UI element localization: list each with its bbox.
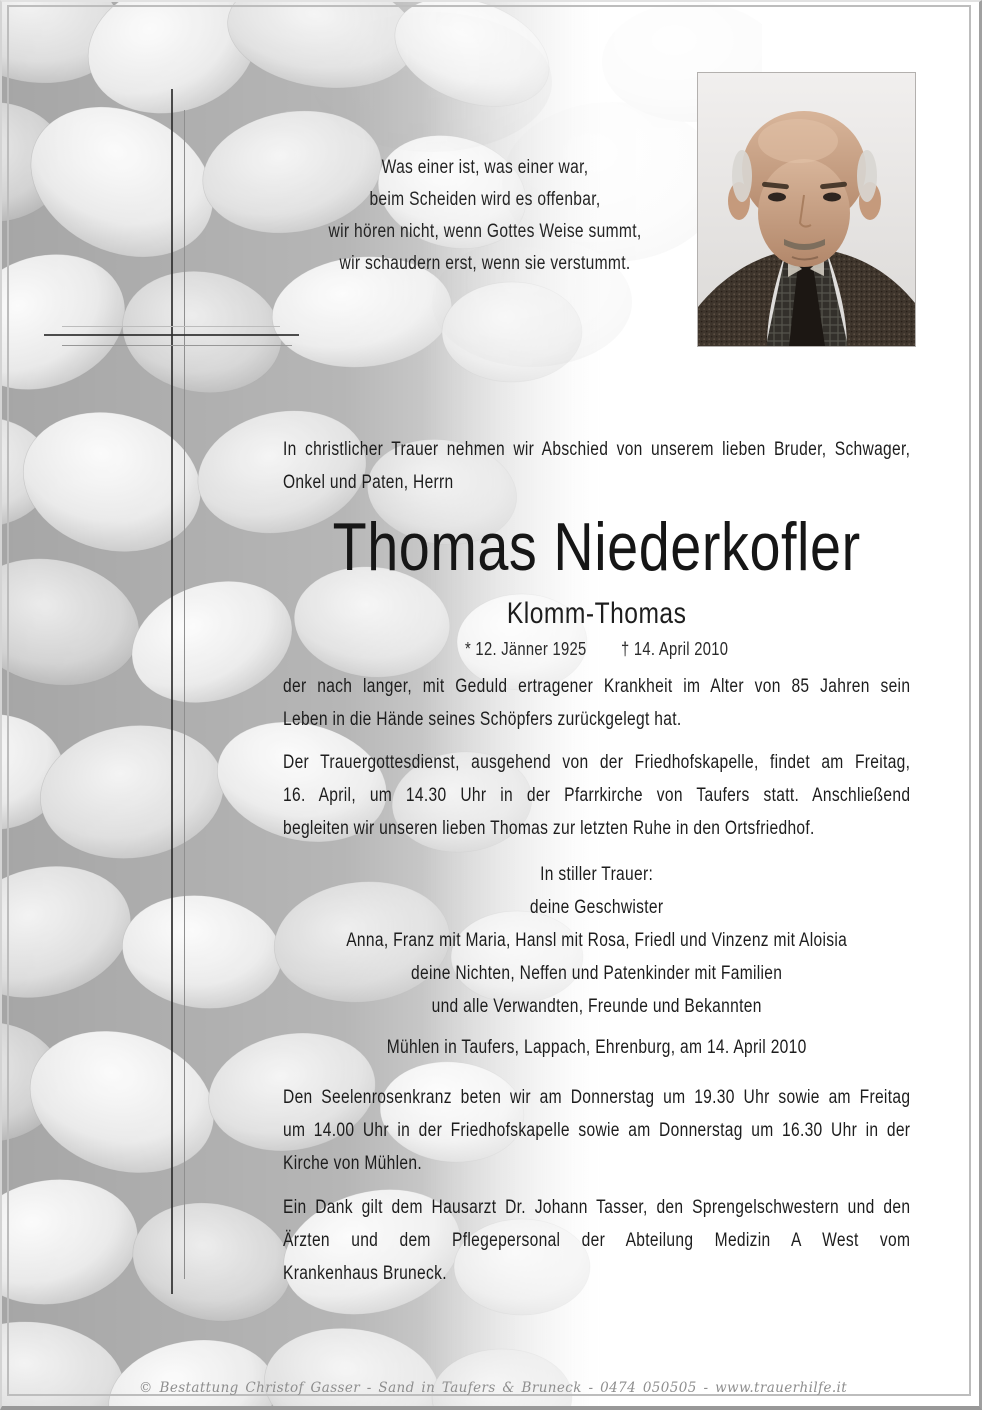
thanks-paragraph (283, 1191, 910, 1290)
paragraph-line: Ärzten und dem Pflegepersonal der Abteilung Medizin A West vom (283, 1230, 911, 1251)
deceased-name: Thomas Niederkofler (332, 509, 861, 585)
rosary-paragraph (283, 1081, 910, 1180)
death-date: † 14. April 2010 (620, 639, 729, 659)
cross-vertical-line (171, 89, 173, 1294)
mourners-heading: In stiller Trauer: (540, 864, 654, 885)
paragraph-line: der nach langer, mit Geduld ertragener Krankheit im Alter von 85 Jahren sein (283, 676, 911, 697)
mourners-line: deine Geschwister (529, 897, 664, 918)
paragraph-line: Krankenhaus Bruneck. (283, 1263, 447, 1284)
life-dates (283, 637, 910, 661)
paragraph-line: begleiten wir unseren lieben Thomas zur letzten Ruhe in den Ortsfriedhof. (283, 818, 815, 839)
intro-paragraph (283, 433, 910, 499)
paragraph-line: Onkel und Paten, Herrn (283, 472, 454, 493)
paragraph-line: Leben in die Hände seines Schöpfers zurückgelegt hat. (283, 709, 682, 730)
mourners-line: und alle Verwandten, Freunde und Bekannten (431, 996, 762, 1017)
portrait-photo (697, 72, 916, 347)
cross-horizontal-line-lower (62, 345, 292, 346)
mourners-block (283, 858, 910, 1023)
paragraph-line: Der Trauergottesdienst, ausgehend von der Friedhofskapelle, findet am Freitag, (283, 752, 911, 773)
paragraph-line: 16. April, um 14.30 Uhr in der Pfarrkirche von Taufers statt. Anschließend (283, 785, 911, 806)
cross-horizontal-line-upper (62, 326, 280, 327)
mourners-line: Anna, Franz mit Maria, Hansl mit Rosa, Friedl und Vinzenz mit Aloisia (346, 930, 848, 951)
paragraph-line: Kirche von Mühlen. (283, 1153, 422, 1174)
footer-credit: © Bestattung Christof Gasser - Sand in Taufers & Bruneck - 0474 050505 - www.trauerhilfe.it (138, 1380, 848, 1396)
paragraph-line: um 14.00 Uhr in der Friedhofskapelle sowie am Donnerstag um 16.30 Uhr in der (283, 1120, 911, 1141)
obituary-paragraph (283, 670, 910, 736)
poem (280, 152, 690, 280)
paragraph-line: Ein Dank gilt dem Hausarzt Dr. Johann Tasser, den Sprengelschwestern und den (283, 1197, 911, 1218)
cross-vertical-line-secondary (184, 110, 185, 1279)
mourners-line: deine Nichten, Neffen und Patenkinder mit Familien (411, 963, 783, 984)
cross-horizontal-line (44, 334, 299, 336)
poem-line: Was einer ist, was einer war, (381, 157, 589, 178)
poem-line: wir hören nicht, wenn Gottes Weise summt, (328, 221, 642, 242)
service-paragraph (283, 746, 910, 845)
deceased-nickname: Klomm-Thomas (506, 597, 687, 630)
poem-line: beim Scheiden wird es offenbar, (369, 189, 601, 210)
birth-date: * 12. Jänner 1925 (465, 639, 587, 659)
place-date-line: Mühlen in Taufers, Lappach, Ehrenburg, am 14. April 2010 (386, 1037, 807, 1058)
poem-line: wir schaudern erst, wenn sie verstummt. (339, 253, 631, 274)
paragraph-line: In christlicher Trauer nehmen wir Abschied von unserem lieben Bruder, Schwager, (283, 439, 911, 460)
paragraph-line: Den Seelenrosenkranz beten wir am Donnerstag um 19.30 Uhr sowie am Freitag (283, 1087, 911, 1108)
